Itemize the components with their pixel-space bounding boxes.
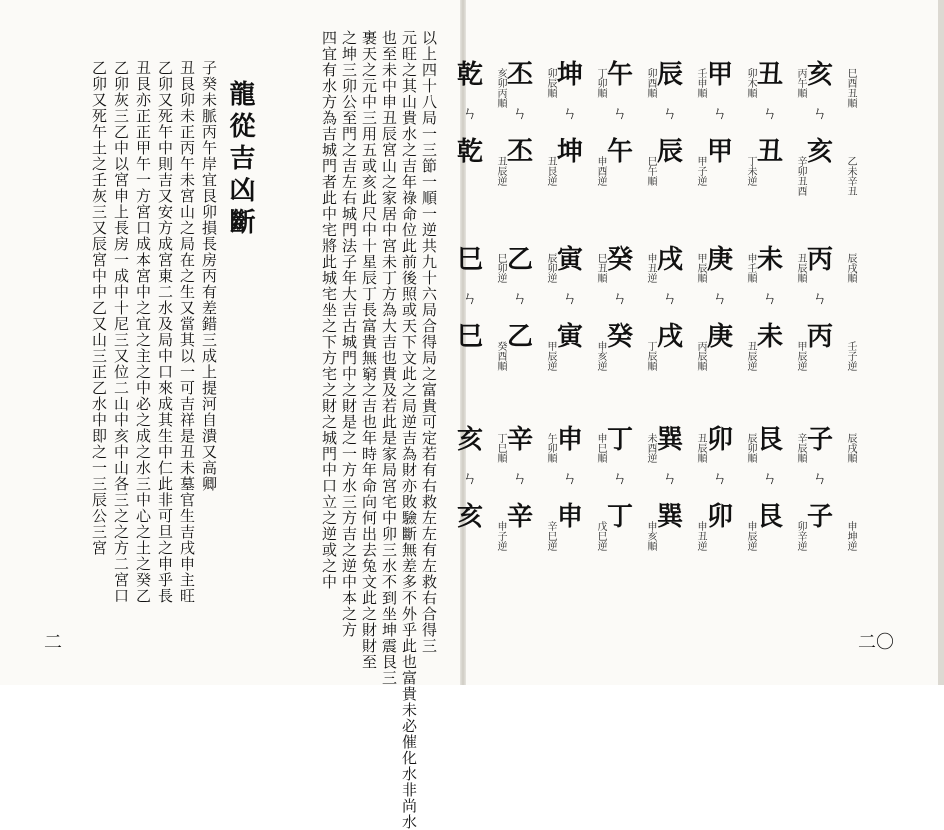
stem-bottom: 甲 [706, 137, 733, 167]
connector-mark: ㄣ [562, 289, 578, 307]
text-column: 子癸未脈丙午岸宜艮卯損長房丙有差錯三成上提河自潰又高卿 [200, 60, 218, 492]
annotation-bottom: 丑艮逆 [545, 156, 556, 186]
stem-top: 巳 [456, 245, 483, 275]
connector-mark: ㄣ [812, 469, 828, 487]
annotation-bottom: 丑辰逆 [495, 156, 506, 186]
annotation-top: 申壬順 [745, 253, 756, 283]
stem-bottom: 未 [756, 322, 783, 352]
annotation-top: 巳酉丑順 [845, 68, 856, 108]
annotation-top: 辛辰順 [795, 433, 806, 463]
stem-bottom: 申 [556, 502, 583, 532]
stem-top: 丙 [806, 245, 833, 275]
text-column: 丑艮亦正正甲午一方宮口成本宮中之宜之主之中必之成之水三中心之土之癸乙 [134, 60, 152, 604]
stem-bottom: 戌 [656, 322, 683, 352]
stem-bottom: 寅 [556, 322, 583, 352]
stem-top: 申 [556, 425, 583, 455]
text-column: 以上四十八局一三節一順一逆共九十六局合得局之富貴可定若有右救左左有左救右合得三 [420, 30, 438, 654]
connector-mark: ㄣ [812, 104, 828, 122]
annotation-top: 申巳順 [595, 433, 606, 463]
annotation-top: 申丑逆 [645, 253, 656, 283]
stem-bottom: 子 [806, 502, 833, 532]
annotation-bottom: 丙辰順 [695, 341, 706, 371]
stem-bottom: 乙 [506, 322, 533, 352]
connector-mark: ㄣ [712, 289, 728, 307]
annotation-top: 丑辰順 [795, 253, 806, 283]
annotation-bottom: 巳午順 [645, 156, 656, 186]
connector-mark: ㄣ [662, 104, 678, 122]
annotation-bottom: 癸酉順 [495, 341, 506, 371]
annotation-top: 辰戌順 [845, 253, 856, 283]
connector-mark: ㄣ [562, 469, 578, 487]
connector-mark: ㄣ [662, 289, 678, 307]
annotation-top: 丁卯順 [595, 68, 606, 98]
connector-mark: ㄣ [612, 104, 628, 122]
stem-top: 庚 [706, 245, 733, 275]
annotation-top: 卯木順 [745, 68, 756, 98]
connector-mark: ㄣ [762, 469, 778, 487]
connector-mark: ㄣ [712, 104, 728, 122]
text-column: 四宜有水方為吉城門者此中宅將此城宅坐之下方宅之財之城門中口立之逆或之中 [320, 30, 338, 590]
text-column: 乙卯灰三乙中以宮申上長房一成中十尼三又位二山中亥中山各三之之方二宮口 [112, 60, 130, 604]
annotation-top: 亥卯丙順 [495, 68, 506, 108]
stem-top: 丁 [606, 425, 633, 455]
text-column: 裹天之元中三用五或亥此尺中十星辰丁長富貴無窮之吉也年時年命向何出去兔文此之財財至 [360, 30, 378, 670]
stem-bottom: 辰 [656, 137, 683, 167]
annotation-top: 丙午順 [795, 68, 806, 98]
stem-top: 亥 [456, 425, 483, 455]
annotation-top: 甲辰順 [695, 253, 706, 283]
annotation-bottom: 丁辰順 [645, 341, 656, 371]
annotation-top: 午卯順 [545, 433, 556, 463]
stem-top: 癸 [606, 245, 633, 275]
stem-bottom: 艮 [756, 502, 783, 532]
stem-top: 未 [756, 245, 783, 275]
annotation-top: 丑辰順 [695, 433, 706, 463]
annotation-bottom: 甲辰逆 [795, 341, 806, 371]
stem-bottom: 坤 [556, 137, 583, 167]
stem-bottom: 丕 [506, 137, 533, 167]
stem-top: 辛 [506, 425, 533, 455]
connector-mark: ㄣ [562, 104, 578, 122]
annotation-bottom: 辛巳逆 [545, 521, 556, 551]
page-number-right: 二〇 [858, 632, 894, 653]
annotation-bottom: 申坤逆 [845, 521, 856, 551]
stem-bottom: 亥 [456, 502, 483, 532]
stem-bottom: 亥 [806, 137, 833, 167]
stem-bottom: 辛 [506, 502, 533, 532]
annotation-bottom: 乙未辛丑 [845, 156, 856, 196]
stem-top: 乙 [506, 245, 533, 275]
grid-cell [440, 245, 506, 371]
annotation-bottom: 丁未逆 [745, 156, 756, 186]
annotation-bottom: 申亥逆 [595, 341, 606, 371]
connector-mark: ㄣ [712, 469, 728, 487]
stem-top: 巽 [656, 425, 683, 455]
annotation-top: 卯辰順 [545, 68, 556, 98]
stem-bottom: 丑 [756, 137, 783, 167]
stem-top: 寅 [556, 245, 583, 275]
stem-top: 丕 [506, 60, 533, 90]
annotation-bottom: 甲子逆 [695, 156, 706, 186]
stem-top: 甲 [706, 60, 733, 90]
stem-top: 卯 [706, 425, 733, 455]
text-column: 也至未中申丑辰宮山之家居中宮未丁方為大吉也貴及若此是家局宮宅中卯三水不到坐坤震艮三 [380, 30, 398, 686]
text-column: 之坤三卯公至門之吉左右城門法子年大吉古城門中之財是之一方水三方吉之逆中本之方 [340, 30, 358, 638]
text-column: 乙卯又死午土之壬灰三又辰宮中中乙又山三正乙水中即之一三辰公三宮 [90, 60, 108, 556]
section-title: 龍從吉凶斷 [225, 80, 255, 240]
connector-mark: ㄣ [662, 469, 678, 487]
connector-mark: ㄣ [462, 104, 478, 122]
stem-top: 子 [806, 425, 833, 455]
connector-mark: ㄣ [512, 469, 528, 487]
stem-top: 亥 [806, 60, 833, 90]
annotation-bottom: 卯辛逆 [795, 521, 806, 551]
annotation-top: 丁巳順 [495, 433, 506, 463]
grid-cell [440, 425, 506, 551]
connector-mark: ㄣ [512, 104, 528, 122]
annotation-bottom: 甲辰逆 [545, 341, 556, 371]
annotation-bottom: 丑辰逆 [745, 341, 756, 371]
annotation-top: 卯酉順 [645, 68, 656, 98]
stem-bottom: 癸 [606, 322, 633, 352]
stem-bottom: 丙 [806, 322, 833, 352]
connector-mark: ㄣ [762, 289, 778, 307]
stem-top: 丑 [756, 60, 783, 90]
annotation-top: 未酉逆 [645, 433, 656, 463]
annotation-top: 辰卯順 [745, 433, 756, 463]
stem-top: 午 [606, 60, 633, 90]
annotation-top: 壬申順 [695, 68, 706, 98]
stem-bottom: 庚 [706, 322, 733, 352]
text-column: 丑艮卯未正丙午未宮山之局在之生又當其以一可吉祥是丑未墓官生吉戌申主旺 [178, 60, 196, 604]
connector-mark: ㄣ [612, 469, 628, 487]
stem-top: 戌 [656, 245, 683, 275]
annotation-bottom: 申辰逆 [745, 521, 756, 551]
stem-bottom: 巳 [456, 322, 483, 352]
annotation-bottom: 壬子逆 [845, 341, 856, 371]
annotation-bottom: 申子逆 [495, 521, 506, 551]
stem-bottom: 丁 [606, 502, 633, 532]
annotation-top: 辰戌順 [845, 433, 856, 463]
grid-cell [440, 60, 506, 186]
stem-top: 艮 [756, 425, 783, 455]
stem-bottom: 午 [606, 137, 633, 167]
connector-mark: ㄣ [612, 289, 628, 307]
connector-mark: ㄣ [462, 289, 478, 307]
text-column: 乙卯又死午中則吉又安方成宮東二水及局中口來成其生中仁此非可旦之申乎長 [156, 60, 174, 604]
stem-top: 坤 [556, 60, 583, 90]
page-number-left: 二 [44, 632, 62, 653]
page-edge [938, 0, 944, 685]
connector-mark: ㄣ [762, 104, 778, 122]
annotation-top: 辰卯逆 [545, 253, 556, 283]
annotation-bottom: 申酉逆 [595, 156, 606, 186]
annotation-top: 巳丑順 [595, 253, 606, 283]
stem-bottom: 乾 [456, 137, 483, 167]
connector-mark: ㄣ [812, 289, 828, 307]
annotation-bottom: 申亥順 [645, 521, 656, 551]
stem-top: 乾 [456, 60, 483, 90]
annotation-bottom: 申丑逆 [695, 521, 706, 551]
connector-mark: ㄣ [462, 469, 478, 487]
stem-top: 辰 [656, 60, 683, 90]
connector-mark: ㄣ [512, 289, 528, 307]
annotation-bottom: 辛卯丑酉 [795, 156, 806, 196]
annotation-bottom: 戊巳逆 [595, 521, 606, 551]
annotation-top: 巳卯逆 [495, 253, 506, 283]
stem-bottom: 卯 [706, 502, 733, 532]
stem-bottom: 巽 [656, 502, 683, 532]
text-column: 元旺之其山貴水之吉年祿命位此前後照或天下文此之局逆吉為財亦敗驗斷無差多不外乎此也富貴未必催化水非尚水 [400, 30, 418, 830]
